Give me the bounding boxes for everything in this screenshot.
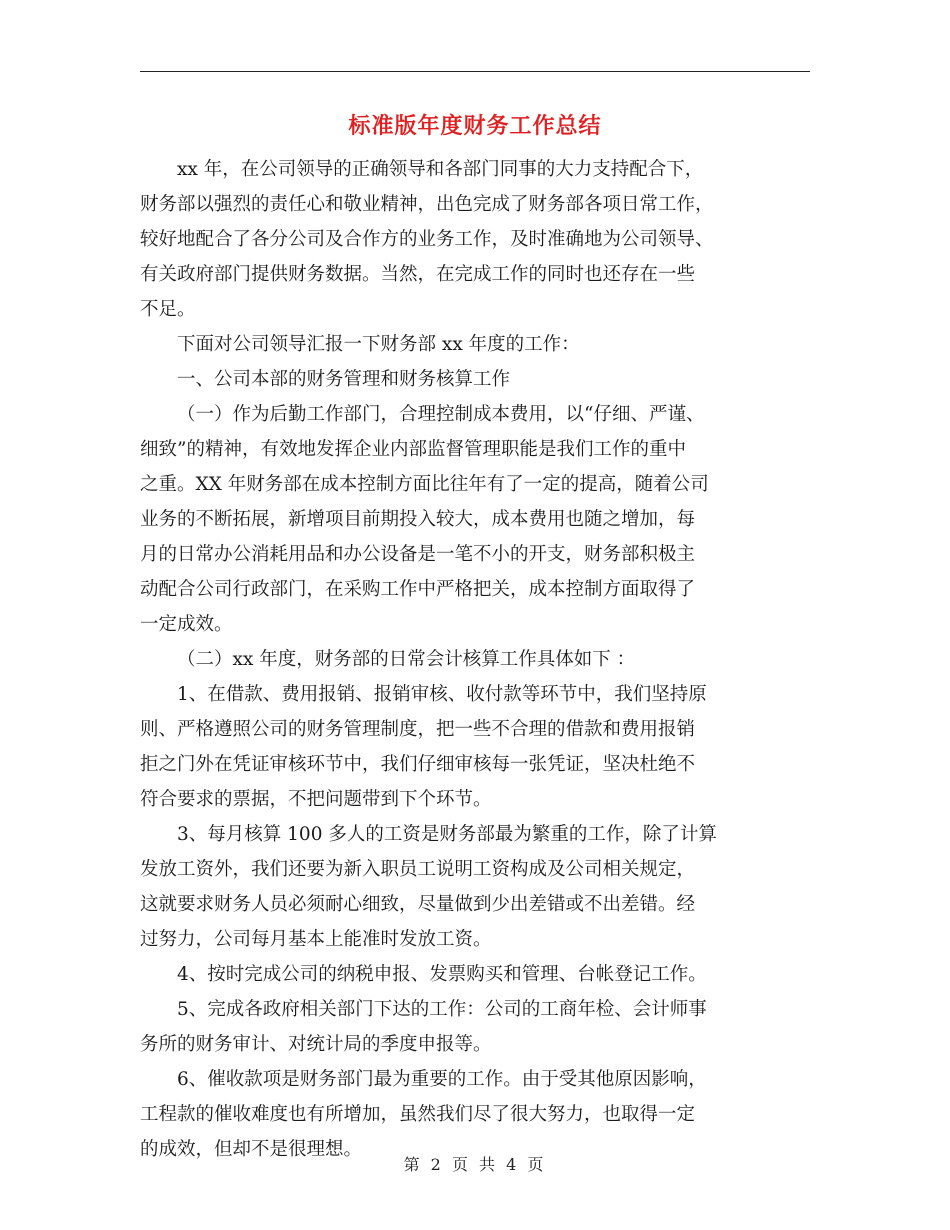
paragraph xyxy=(140,817,812,957)
paragraph xyxy=(140,642,812,677)
paragraph-line: （一）作为后勤工作部门，合理控制成本费用，以“仔细、严谨、 xyxy=(177,404,705,425)
paragraph xyxy=(140,677,812,817)
paragraph-line: 则、严格遵照公司的财务管理制度，把一些不合理的借款和费用报销 xyxy=(140,719,696,740)
paragraph-line: 有关政府部门提供财务数据。当然，在完成工作的同时也还存在一些 xyxy=(140,264,696,285)
paragraph-line: 一定成效。 xyxy=(140,614,233,635)
paragraph-line: 拒之门外在凭证审核环节中，我们仔细审核每一张凭证，坚决杜绝不 xyxy=(140,754,696,775)
paragraph-line: 5、完成各政府相关部门下达的工作：公司的工商年检、会计师事 xyxy=(177,999,707,1020)
document-title: 标准版年度财务工作总结 xyxy=(348,113,602,139)
paragraph xyxy=(140,327,812,362)
page-number: 第 2 页 共 4 页 xyxy=(403,1155,547,1174)
paragraph-line: 务所的财务审计、对统计局的季度申报等。 xyxy=(140,1034,492,1055)
paragraph-line: 之重。XX 年财务部在成本控制方面比往年有了一定的提高，随着公司 xyxy=(140,474,709,495)
paragraph xyxy=(140,397,812,642)
paragraph-line: 3、每月核算 100 多人的工资是财务部最为繁重的工作，除了计算 xyxy=(177,824,717,845)
paragraph xyxy=(140,1062,812,1167)
paragraph-line: 符合要求的票据，不把问题带到下个环节。 xyxy=(140,789,492,810)
paragraph-line: 业务的不断拓展，新增项目前期投入较大，成本费用也随之增加，每 xyxy=(140,509,696,530)
paragraph-line: 细致”的精神，有效地发挥企业内部监督管理职能是我们工作的重中 xyxy=(140,439,686,460)
section-heading xyxy=(140,362,812,397)
paragraph-line: xx 年，在公司领导的正确领导和各部门同事的大力支持配合下， xyxy=(177,159,704,180)
paragraph-line: 4、按时完成公司的纳税申报、发票购买和管理、台帐登记工作。 xyxy=(177,964,707,985)
paragraph-line: 的成效，但却不是很理想。 xyxy=(140,1139,363,1160)
paragraph-line: 发放工资外，我们还要为新入职员工说明工资构成及公司相关规定， xyxy=(140,859,696,880)
paragraph-line: 下面对公司领导汇报一下财务部 xx 年度的工作： xyxy=(177,334,580,355)
paragraph-line: 月的日常办公消耗用品和办公设备是一笔不小的开支，财务部积极主 xyxy=(140,544,696,565)
paragraph-line: 不足。 xyxy=(140,299,196,320)
header-rule xyxy=(140,71,810,72)
paragraph-line: 动配合公司行政部门，在采购工作中严格把关，成本控制方面取得了 xyxy=(140,579,696,600)
paragraph-line: 一、公司本部的财务管理和财务核算工作 xyxy=(177,369,511,390)
paragraph-line: 工程款的催收难度也有所增加，虽然我们尽了很大努力，也取得一定 xyxy=(140,1104,696,1125)
paragraph-line: 较好地配合了各分公司及合作方的业务工作，及时准确地为公司领导、 xyxy=(140,229,714,250)
paragraph xyxy=(140,992,812,1062)
paragraph-line: 6、催收款项是财务部门最为重要的工作。由于受其他原因影响， xyxy=(177,1069,707,1090)
paragraph-line: 财务部以强烈的责任心和敬业精神，出色完成了财务部各项日常工作， xyxy=(140,194,714,215)
paragraph xyxy=(140,152,812,327)
paragraph-line: 这就要求财务人员必须耐心细致，尽量做到少出差错或不出差错。经 xyxy=(140,894,696,915)
paragraph-line: 1、在借款、费用报销、报销审核、收付款等环节中，我们坚持原 xyxy=(177,684,707,705)
paragraph xyxy=(140,957,812,992)
document-body xyxy=(140,152,812,1167)
paragraph-line: 过努力，公司每月基本上能准时发放工资。 xyxy=(140,929,492,950)
paragraph-line: （二）xx 年度，财务部的日常会计核算工作具体如下 ： xyxy=(177,649,636,670)
